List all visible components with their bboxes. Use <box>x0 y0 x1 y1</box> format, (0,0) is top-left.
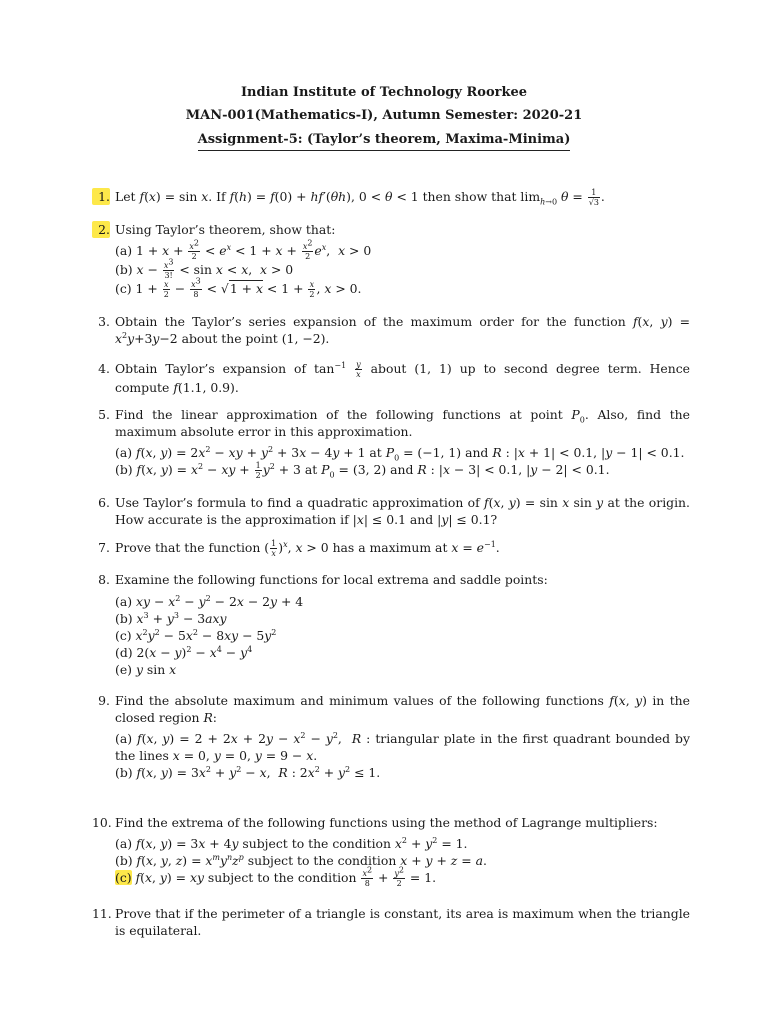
problem-8: 8. Examine the following functions for local extrema and saddle points: (a) xy − $x^2 - y^2 - 2x - 2y + 4$ (b) $x^3 + y^3 - 3axy$ (c) $x^2y^2 - 5x^2 - 8xy - 5y^2$ (d) $2(x - y)^2 - x^4 - y^4$ (e) y sin x <box>95 571 690 678</box>
problem-3: 3. Obtain the Taylor’s series expansion of the maximum order for the function f(x, $y) = x^2y+3y-2$ about the point (1, −2). <box>95 313 690 347</box>
problem-number: 4. <box>98 361 110 376</box>
problem-6: 6. Use Taylor’s formula to find a quadratic approximation of f(x, y) = sin x sin y at the origin. How accurate is the approximation if |x| ≤ 0.1 and |y| ≤ 0.1? <box>95 494 690 528</box>
problem-2: 2. Using Taylor’s theorem, show that: (a) 1 + x + $\frac{x^2}{2}$ < $e^x < 1 + x$ + $\frac{x^2}{2}$ $e^x$, x > 0 (b) x − $\frac{x^3}{3!}$ < sin x < x, x > 0 (c) 1 + $\frac{x}{2}$ − $\frac{x^3}{8}$ < √1 + x < 1 + $\frac{x}{2}$ , x > 0. <box>95 221 690 299</box>
problem-10: 10. Find the extrema of the following functions using the method of Lagrange multipliers: (a) f(x, y) = 3x + 4y subject to the condition $x^2 + y^2 = 1$. (b) f(x, y, $z) = x^my^nz^p$ subject to the condition x + y + z = a. (c) f(x, y) = xy subject to the condition $\frac{x^2}{8}$ + $\frac{y^2}{2}$ = 1. <box>95 814 690 888</box>
problem-11 <box>92 905 690 939</box>
problem-text: Obtain the Taylor’s series expansion of the maximum order for the function <box>115 314 626 329</box>
problem-number: 8. <box>98 572 110 587</box>
problem-number: 10. <box>92 815 112 830</box>
problem-text: Find the extrema of the following functions using the method of Lagrange multipliers: <box>115 815 658 830</box>
problem-7: 7. Prove that the function ( $\frac{1}{x}$ )$^x$, x > 0 has a maximum at $x = e^{-1}$. <box>95 539 690 558</box>
problem-1: 1. Let f(x) = sin x. If f(h) = f(0) + hf′(θh), 0 < θ < 1 then show that $\lim_{h\to 0} \theta$ = $\frac{1}{√3}$ . <box>95 188 690 207</box>
problem-number: 9. <box>98 693 110 708</box>
problem-5: 5. Find the linear approximation of the following functions at point $P_0$. Also, find the maximum absolute error in this approximation. (a) f(x, $y) = 2x^2$ − xy + $y^2 + 3x - 4y + 1$ at $P_0 = (-1$, 1) and R : |x + 1| < 0.1, |y − 1| < 0.1. (b) f(x, $y) = x^2$ − xy + $\frac{1}{2}$ $y^2 + 3$ at $P_0 = (3$, 2) and R : |x − 3| < 0.1, |y − 2| < 0.1. <box>95 406 690 480</box>
problem-9: 9. Find the absolute maximum and minimum values of the following functions f(x, y) in the closed region R: (a) f(x, $y) = 2 + 2x + 2y - x^2 - y^2$, R : triangular plate in the first quadrant bounded by the lines x = 0, y = 0, y = 9 − x. (b) f(x, $y) = 3x^2 + y^2 - x$, R : $2x^2 + y^2 \le 1$. <box>95 692 690 781</box>
problem-number: 7. <box>98 540 110 555</box>
course-title: MAN-001(Mathematics-I), Autumn Semester: 2020-21 <box>185 108 583 123</box>
problem-text: Examine the following functions for local extrema and saddle points: <box>115 572 548 587</box>
problem-number: 2. <box>92 221 110 238</box>
assignment-title: Assignment-5: (Taylor’s theorem, Maxima-Minima) <box>0 132 768 147</box>
institute-title: Indian Institute of Technology Roorkee <box>240 85 528 100</box>
problem-text: Using Taylor’s theorem, show that: <box>115 222 336 237</box>
problem-number: 5. <box>98 407 110 422</box>
problem-text: Prove that if the perimeter of a triangle is constant, its area is maximum when the triangle is equilateral. <box>115 906 690 938</box>
problem-number: 3. <box>98 314 110 329</box>
problem-number: 6. <box>98 495 110 510</box>
problem-number: 11. <box>92 906 112 921</box>
problem-4: 4. Obtain Taylor’s expansion of $\tan^{-1}$ $\frac{y}{x}$ about (1, 1) up to second degree term. Hence compute f(1.1, 0.9). <box>95 360 690 396</box>
problem-number: 1. <box>92 188 110 205</box>
